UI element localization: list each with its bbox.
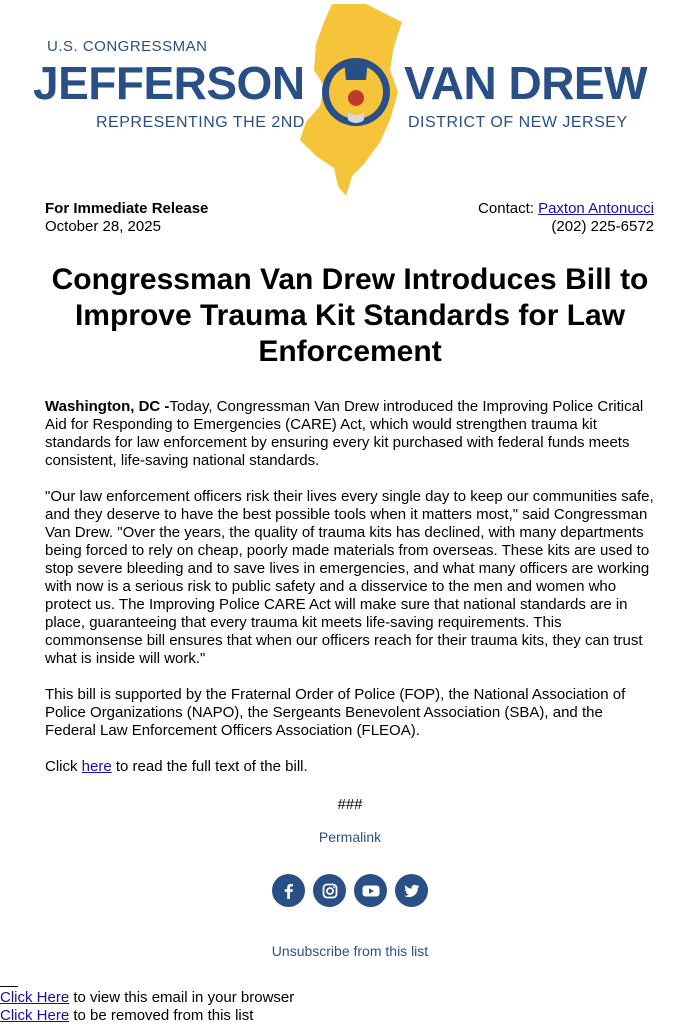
tagline-left: REPRESENTING THE 2ND <box>96 114 305 131</box>
release-date: October 28, 2025 <box>45 218 161 235</box>
view-in-browser-link[interactable]: Click Here <box>0 989 70 1006</box>
remove-from-list-text: to be removed from this list <box>69 1007 254 1024</box>
header-banner <box>0 0 700 200</box>
facebook-icon <box>280 882 298 900</box>
remove-from-list-line <box>0 1007 253 1025</box>
paragraph-1-text: Today, Congressman Van Drew introduced the Improving Police Critical Aid for Responding to Emergencies (CARE) Act, which would strengthen trauma kit standards for law enforcement by ensuring every kit purchased with federal funds meets consistent, life-saving national standards. <box>45 398 644 469</box>
bill-text-link[interactable]: here <box>81 758 112 775</box>
permalink-link[interactable]: Permalink <box>318 829 382 845</box>
paragraph-4 <box>45 758 657 776</box>
seal-crest <box>344 60 368 80</box>
unsubscribe-link[interactable]: Unsubscribe from this list <box>271 943 429 959</box>
instagram-button[interactable] <box>313 874 346 907</box>
contact-label: Contact: <box>478 200 539 217</box>
release-info <box>45 200 208 236</box>
view-in-browser-line <box>0 989 294 1007</box>
dateline: Washington, DC - <box>45 398 170 415</box>
seal-shield <box>348 90 364 106</box>
name-right: VAN DREW <box>404 57 648 109</box>
paragraph-4-post: to read the full text of the bill. <box>111 758 308 775</box>
twitter-icon <box>403 882 421 900</box>
contact-phone: (202) 225-6572 <box>551 218 654 235</box>
instagram-icon <box>321 882 339 900</box>
facebook-button[interactable] <box>272 874 305 907</box>
press-release-body <box>45 398 657 794</box>
paragraph-4-pre: Click <box>45 758 82 775</box>
end-marker: ### <box>337 796 363 813</box>
social-links <box>272 874 428 907</box>
new-jersey-seal-logo <box>294 0 408 200</box>
paragraph-3: This bill is supported by the Fraternal Order of Police (FOP), the National Association of Police Organizations (NAPO), the Sergeants Benevolent Association (SBA), and the Federal Law Enforcement Officers Association (FLEOA). <box>45 686 626 739</box>
view-in-browser-text: to view this email in your browser <box>69 989 295 1006</box>
contact-line <box>478 200 654 218</box>
contact-info <box>478 200 654 236</box>
release-label: For Immediate Release <box>45 200 209 217</box>
paragraph-1 <box>45 398 657 470</box>
remove-from-list-link[interactable]: Click Here <box>0 1007 70 1024</box>
press-release-title: Congressman Van Drew Introduces Bill to Improve Trauma Kit Standards for Law Enforcement <box>51 263 649 368</box>
contact-name-link[interactable]: Paxton Antonucci <box>538 200 654 217</box>
tagline-right: DISTRICT OF NEW JERSEY <box>408 114 628 131</box>
footer-divider <box>0 986 18 987</box>
pre-title: U.S. CONGRESSMAN <box>47 38 208 55</box>
youtube-button[interactable] <box>354 874 387 907</box>
youtube-icon <box>361 882 381 900</box>
name-left: JEFFERSON <box>33 57 305 109</box>
paragraph-2: "Our law enforcement officers risk their lives every single day to keep our communities safe, and they deserve to have the best possible tools when it matters most," said Congressman Van Drew. "Over the years, the quality of trauma kits has declined, with many departments being forced to rely on cheap, poorly made materials from overseas. These kits are used to stop severe bleeding and to save lives in emergencies, and what many officers are working with now is a serious risk to public safety and a disservice to the men and women who protect us. The Improving Police CARE Act will make sure that national standards are in place, guaranteeing that every trauma kit meets life-saving requirements. This commonsense bill ensures that when our officers reach for their trauma kits, they can trust what is inside will work." <box>45 488 654 667</box>
twitter-button[interactable] <box>395 874 428 907</box>
